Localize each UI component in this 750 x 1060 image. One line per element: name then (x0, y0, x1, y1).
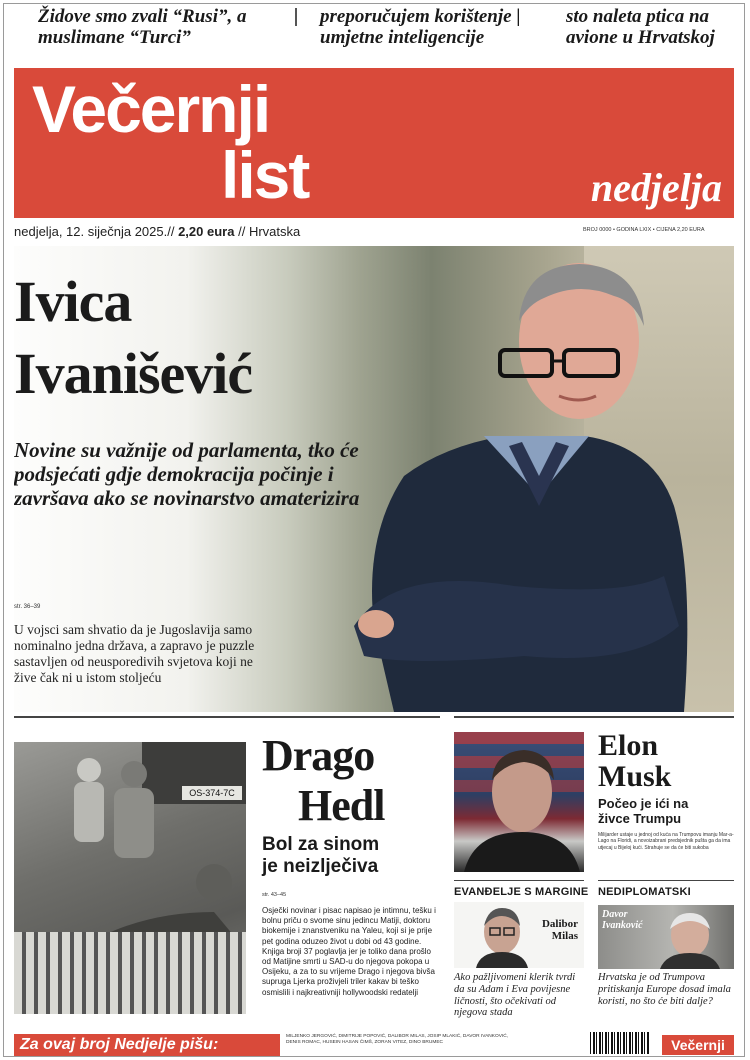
edition-label: nedjelja (590, 165, 722, 210)
lead-pageref: str. 36–39 (14, 604, 41, 610)
musk-photo[interactable] (454, 732, 584, 872)
lead-headline (14, 266, 252, 410)
contributor-names: MILJENKO JERGOVIĆ, DIMITRIJE POPOVIĆ, DALIBOR MILAS, JOSIP MLAKIĆ, DAVOR IVANKOVIĆ, DENIS ROMAC, HUSEIN HASAN ČIMŠ, ZORAN VITEZ, DINO BRUMEC (286, 1034, 509, 1045)
lead-headline-line1: Ivica (14, 269, 132, 334)
logo-line-1: Večernji (32, 72, 270, 146)
story2-headline-line1: Drago (262, 731, 375, 780)
teaser-3-line1: sto naleta ptica na (566, 6, 710, 27)
divider (14, 716, 440, 718)
column2-author-line2: Ivanković (602, 920, 643, 931)
teaser-1[interactable] (38, 6, 288, 48)
column2-author-line1: Davor (602, 909, 628, 920)
column1-author-line1: Dalibor (541, 918, 578, 930)
teaser-separator (295, 8, 297, 26)
promo-label: Za ovaj broj Nedjelje pišu: (20, 1036, 219, 1053)
teaser-1-line1: Židove smo zvali “Rusi”, a (38, 6, 247, 27)
issue-info: BROJ 0000 • GODINA LXIX • CIJENA 2,20 EURA (583, 227, 705, 233)
masthead[interactable] (14, 68, 734, 218)
musk-headline-line1: Elon (598, 729, 659, 762)
column1-author (528, 918, 578, 942)
column2-text: Hrvatska je od Trumpova pritiskanja Europe dosad imala koristi, no što će biti dalje? (598, 972, 731, 1007)
lead-story[interactable] (14, 246, 734, 712)
dateline (14, 224, 300, 239)
story2-pageref: str. 43–45 (262, 892, 287, 898)
striped-blanket (14, 932, 246, 1014)
teaser-3[interactable] (566, 6, 741, 48)
license-plate: OS-374-7C (182, 786, 242, 800)
musk-headline-line2: Musk (598, 760, 672, 793)
dateline-sep: // (238, 224, 246, 239)
musk-dek (598, 796, 688, 826)
teaser-2[interactable] (320, 6, 560, 48)
lead-dek: Novine su važnije od parlamenta, tko će podsjećati gdje demokracija počinje i završava ako se novinarstvo amaterizira (14, 438, 360, 510)
teaser-3-line2: avione u Hrvatskoj (566, 27, 715, 48)
teaser-1-line2: muslimane “Turci” (38, 27, 191, 48)
divider (454, 716, 734, 718)
dateline-region: Hrvatska (248, 224, 301, 239)
teaser-2-line2: umjetne inteligencije (320, 27, 485, 48)
story2-dek-line1: Bol za sinom (262, 834, 380, 855)
dateline-date: nedjelja, 12. siječnja 2025.// (14, 224, 175, 239)
divider (598, 880, 734, 881)
column1-text: Ako pažljivomeni klerik tvrdi da su Adam i Eva povijesne ličnosti, što očekivati od njegova stada (454, 972, 576, 1019)
teaser-2-line1: preporučujem korištenje | (320, 6, 521, 27)
family-photo[interactable] (14, 742, 246, 1014)
story2-body: Osječki novinar i pisac napisao je intimnu, tešku i bolnu priču o svome sinu jedincu Matiji, doktoru biokemije i znanstveniku na Yaleu, koji si je prije pet godina oduzeo život u dobi od 43 godine. Knjiga broji 37 poglavlja jer je toliko dana prošlo od Matijine smrti u SAD-u do njegova pokopa u Osijeku, a za to su vrijeme Drago i njegova bivša supruga Ljerka proživjeli triler kakav bi teško osmislili i najkreativniji hollywoodski redatelji (262, 906, 436, 997)
divider (454, 880, 584, 881)
barcode (590, 1032, 650, 1054)
story2-dek (262, 834, 379, 878)
story2-dek-line2: je neizlječiva (262, 856, 379, 877)
lead-subtext: U vojsci sam shvatio da je Jugoslavija samo nominalno jedna država, a zapravo je puzzle sastavljen od neusporedivih svjetova koji ne žive čak ni u istom stoljeću (14, 622, 255, 685)
column1-author-line2: Milas (551, 930, 578, 942)
footer-logo: Večernji (662, 1035, 734, 1055)
column2-head: NEDIPLOMATSKI (598, 886, 691, 898)
lead-headline-line2: Ivanišević (14, 341, 253, 406)
musk-dek-line2: živce Trumpu (598, 811, 682, 826)
dateline-price: 2,20 eura (178, 224, 235, 239)
contributors-promo[interactable] (14, 1034, 280, 1056)
musk-portrait (454, 732, 584, 872)
portrait-photo (334, 246, 734, 712)
column1-head: EVANĐELJE S MARGINE (454, 886, 589, 898)
musk-headline (598, 730, 671, 792)
musk-body: Milijarder ustaje u jednoj od kuća na Trumpovu imanju Mar-a-Lago na Floridi, a novoizabrani predsjednik pušta ga da ima utjecaj u Bijeloj kući. Strahuje se da će biti sukoba (598, 832, 734, 851)
logo-line-2: list (221, 138, 309, 212)
story2-headline-line2: Hedl (298, 781, 385, 830)
column2-author (602, 909, 643, 931)
musk-dek-line1: Počeo je ići na (598, 796, 689, 811)
